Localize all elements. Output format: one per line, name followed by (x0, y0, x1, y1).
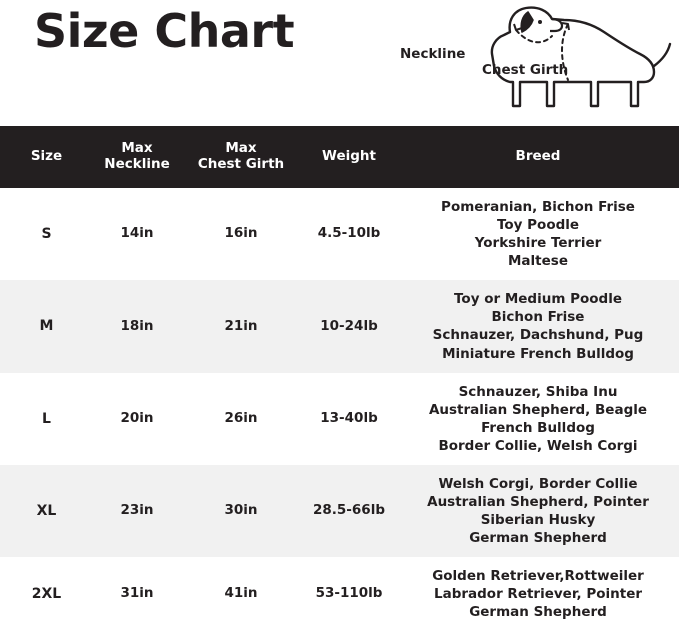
column-header-max-neckline-line2: Neckline (104, 156, 170, 172)
column-header-max-chest-girth-line1: Max (225, 140, 257, 157)
table-row (0, 465, 679, 557)
breed-line: Bichon Frise (491, 309, 585, 326)
cell-chest: 30in (181, 465, 301, 557)
breed-line: Yorkshire Terrier (474, 235, 602, 252)
column-header-max-chest-girth (181, 126, 301, 188)
cell-weight: 4.5-10lb (301, 188, 397, 280)
breed-line: French Bulldog (481, 419, 595, 436)
column-header-breed: Breed (397, 126, 679, 188)
breed-line: Miniature French Bulldog (442, 345, 634, 362)
breed-line: Pomeranian, Bichon Frise (441, 199, 635, 215)
breed-line: Welsh Corgi, Border Collie (438, 475, 638, 492)
cell-breed (397, 557, 679, 631)
cell-size: S (0, 188, 93, 280)
cell-weight: 10-24lb (301, 280, 397, 372)
table-body (0, 188, 679, 631)
breed-line: Australian Shepherd, Beagle (428, 401, 648, 418)
table-row (0, 373, 679, 465)
breed-line: Toy Poodle (496, 217, 580, 234)
table-row (0, 280, 679, 372)
size-chart-table (0, 126, 679, 631)
cell-breed (397, 188, 679, 280)
cell-size: XL (0, 465, 93, 557)
cell-breed (397, 280, 679, 372)
table-row (0, 557, 679, 631)
cell-chest: 26in (181, 373, 301, 465)
breed-line: German Shepherd (469, 604, 607, 621)
cell-breed (397, 465, 679, 557)
column-header-max-chest-girth-line2: Chest Girth (197, 156, 285, 172)
cell-chest: 16in (181, 188, 301, 280)
cell-breed (397, 373, 679, 465)
breed-line: German Shepherd (469, 530, 607, 547)
cell-neckline: 18in (93, 280, 181, 372)
cell-weight: 28.5-66lb (301, 465, 397, 557)
breed-line: Siberian Husky (480, 512, 596, 529)
cell-neckline: 20in (93, 373, 181, 465)
column-header-weight: Weight (301, 126, 397, 188)
cell-weight: 53-110lb (301, 557, 397, 631)
cell-chest: 41in (181, 557, 301, 631)
cell-size: L (0, 373, 93, 465)
breed-line: Border Collie, Welsh Corgi (438, 437, 638, 454)
cell-size: M (0, 280, 93, 372)
cell-chest: 21in (181, 280, 301, 372)
chest-girth-label: Chest Girth (482, 62, 569, 78)
table-row (0, 188, 679, 280)
page-header (0, 0, 679, 126)
breed-line: Maltese (508, 253, 568, 270)
column-header-max-neckline (93, 126, 181, 188)
table-header (0, 126, 679, 188)
cell-weight: 13-40lb (301, 373, 397, 465)
cell-size: 2XL (0, 557, 93, 631)
cell-neckline: 23in (93, 465, 181, 557)
breed-line: Toy or Medium Poodle (454, 291, 622, 308)
breed-line: Schnauzer, Shiba Inu (458, 383, 618, 400)
breed-line: Golden Retriever,Rottweiler (432, 568, 644, 585)
page-title: Size Chart (34, 4, 295, 58)
column-header-size: Size (0, 126, 93, 188)
neckline-label: Neckline (400, 46, 466, 62)
breed-line: Australian Shepherd, Pointer (427, 494, 649, 511)
breed-line: Schnauzer, Dachshund, Pug (432, 327, 644, 344)
table-header-row (0, 126, 679, 188)
breed-line: Labrador Retriever, Pointer (433, 586, 643, 603)
cell-neckline: 14in (93, 188, 181, 280)
cell-neckline: 31in (93, 557, 181, 631)
column-header-max-neckline-line1: Max (121, 140, 153, 157)
